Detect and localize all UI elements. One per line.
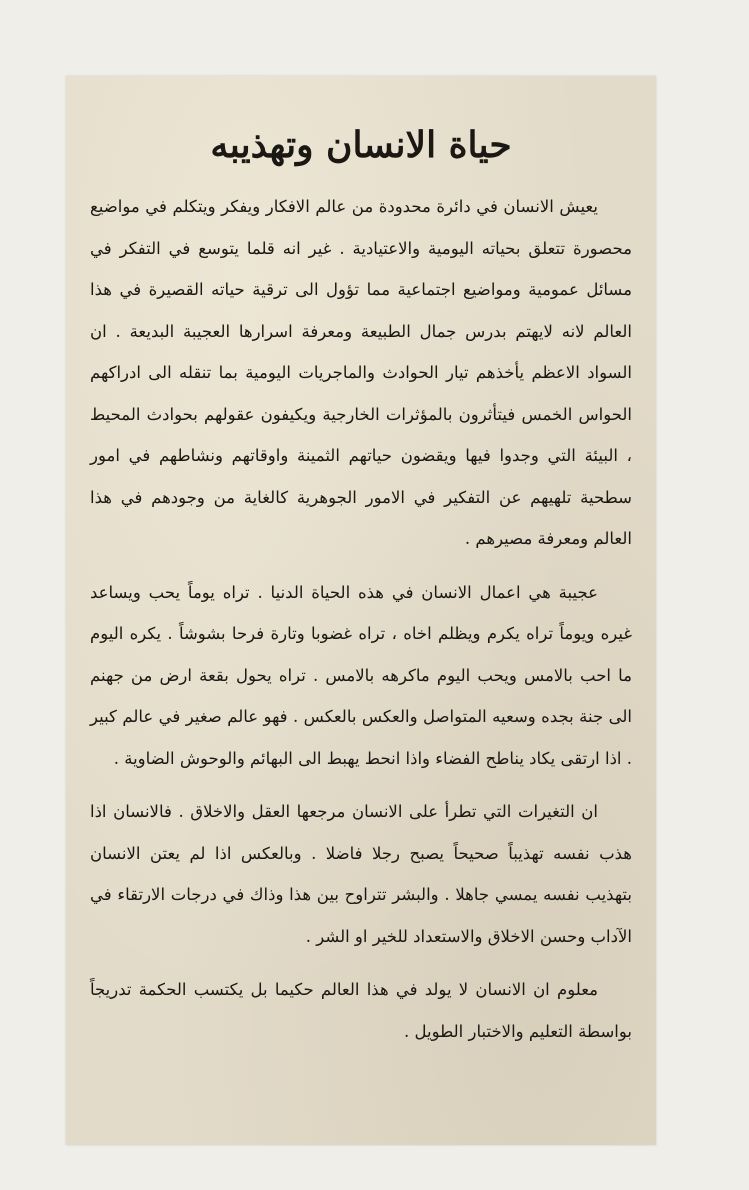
paragraph-4: معلوم ان الانسان لا يولد في هذا العالم حكيما بل يكتسب الحكمة تدريجاً بواسطة التعليم والاختبار الطويل . (90, 980, 632, 1041)
article-body (90, 114, 632, 1064)
paragraph-3: ان التغيرات التي تطرأ على الانسان مرجعها العقل والاخلاق . فالانسان اذا هذب نفسه تهذيباً صحيحاً يصبح رجلا فاضلا . وبالعكس اذا لم يعتن الانسان بتهذيب نفسه يمسي جاهلا . والبشر تتراوح بين هذا وذاك في درجات الارتقاء في الآداب وحسن الاخلاق والاستعداد للخير او الشر . (90, 802, 632, 946)
paragraph-1: يعيش الانسان في دائرة محدودة من عالم الافكار ويفكر ويتكلم في مواضيع محصورة تتعلق بحياته اليومية والاعتيادية . غير انه قلما يتوسع في التفكر في مسائل عمومية ومواضيع اجتماعية مما تؤول الى ترقية حياته القصيرة في هذا العالم لانه لايهتم بدرس جمال الطبيعة ومعرفة اسرارها العجيبة البديعة . ان السواد الاعظم يأخذهم تيار الحوادث والماجريات اليومية بما تنقله الى ادراكهم الحواس الخمس فيتأثرون بالمؤثرات الخارجية ويكيفون عقولهم بحوادث المحيط ، البيئة التي وجدوا فيها ويقضون حياتهم الثمينة واوقاتهم ونشاطهم في امور سطحية تلهيهم عن التفكير في الامور الجوهرية كالغاية من وجودهم في هذا العالم ومعرفة مصيرهم . (90, 197, 632, 548)
article-title: حياة الانسان وتهذيبه (210, 124, 512, 166)
paragraph-2: عجيبة هي اعمال الانسان في هذه الحياة الدنيا . تراه يوماً يحب ويساعد غيره ويوماً تراه يكرم ويظلم اخاه ، تراه غضوبا وتارة فرحا بشوشاً . يكره اليوم ما احب بالامس ويحب اليوم ماكرهه بالامس . تراه يحول بقعة ارض من جهنم الى جنة بجده وسعيه المتواصل والعكس بالعكس . فهو عالم صغير في عالم كبير . اذا ارتقى يكاد يناطح الفضاء واذا انحط يهبط الى البهائم والوحوش الضاوية . (90, 582, 632, 768)
scanned-page (66, 76, 656, 1145)
